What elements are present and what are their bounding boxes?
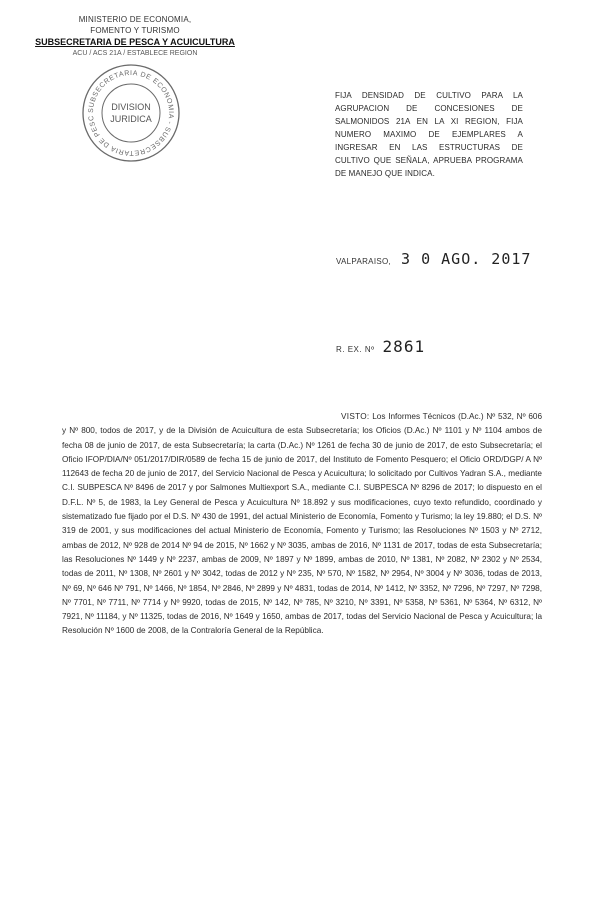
- stamp-center-line1: DIVISION: [111, 102, 151, 112]
- division-juridica-stamp: [80, 62, 182, 164]
- ministry-line: MINISTERIO DE ECONOMIA,: [78, 15, 192, 24]
- resolution-number: [336, 337, 425, 356]
- stamp-seal: [80, 62, 182, 164]
- visto-label: VISTO:: [341, 412, 370, 421]
- visto-paragraph: [62, 410, 542, 639]
- resolution-value: 2861: [382, 337, 426, 356]
- resolution-label: R. EX. Nº: [336, 345, 375, 354]
- visto-text: Los Informes Técnicos (D.Ac.) Nº 532, Nº 606 y Nº 800, todos de 2017, y de la División de Acuicultura de esta Subsecretaría; los Oficios (D.Ac.) Nº 1101 y Nº 1104 ambos de fecha 08 de junio de 2017, de esta Subsecretaría; la carta (D.Ac.) Nº 1261 de fecha 30 de junio de 2017, de esto Subsecretaría; el Oficio IFOP/DIA/Nº 051/2017/DIR/0589 de fecha 15 de junio de 2017, del Instituto de Fomento Pesquero; el Oficio ORD/DGP/ A Nº 112643 de fecha 20 de junio de 2017, del Servicio Nacional de Pesca y Acuicultura; lo solicitado por Cultivos Yadran S.A., mediante C.I. SUBPESCA Nº 8496 de 2017 y por Salmones Multiexport S.A., mediante C.I. SUBPESCA Nº 8296 de 2017; lo dispuesto en el D.F.L. Nº 5, de 1983, la Ley General de Pesca y Acuicultura Nº 18.892 y sus modificaciones, cuyo texto refundido, coordinado y sistematizado fue fijado por el D.S. Nº 430 de 1991, del actual Ministerio de Economía, Fomento y Turismo; la ley 19.880; el D.S. Nº 319 de 2001, y sus modificaciones del actual Ministerio de Economía, Fomento y Turismo; las Resoluciones Nº 1503 y Nº 2712, ambas de 2012, Nº 928 de 2014 Nº 94 de 2015, Nº 1662 y Nº 3035, ambas de 2016, Nº 1131 de 2017, todas de esta Subsecretaría; las Resoluciones Nº 1449 y Nº 2237, ambas de 2009, Nº 1897 y Nº 1899, ambas de 2010, Nº 1381, Nº 2082, Nº 2302 y Nº 2534, todas de 2011, Nº 1308, Nº 2601 y Nº 3042, todas de 2012 y Nº 235, Nº 570, Nº 1582, Nº 2954, Nº 3004 y Nº 3036, todas de 2013, Nº 69, Nº 646 Nº 791, Nº 1466, Nº 1854, Nº 2846, Nº 2899 y Nº 4831, todas de 2014, Nº 1412, Nº 3352, Nº 7296, Nº 7297, Nº 7298, Nº 7701, Nº 7711, Nº 7714 y Nº 9920, todas de 2015, Nº 142, Nº 785, Nº 3210, Nº 3391, Nº 5358, Nº 5361, Nº 5364, Nº 6312, Nº 7921, Nº 11184, y Nº 11325, todas de 2016, Nº 1649 y 1650, ambas de 2017, todas del Servicio Nacional de Pesca y Acuicultura; la Resolución Nº 1600 de 2008, de la Contraloría General de la República.: [62, 412, 542, 636]
- dateline-place: VALPARAISO,: [336, 257, 392, 266]
- resolution-title: FIJA DENSIDAD DE CULTIVO PARA LA AGRUPACION DE CONCESIONES DE SALMONIDOS 21A EN LA XI REGION, FIJA NUMERO MAXIMO DE EJEMPLARES A INGRESAR EN LAS ESTRUCTURAS DE CULTIVO QUE SEÑALA, APRUEBA PROGRAMA DE MANEJO QUE INDICA.: [335, 91, 523, 178]
- dateline: [336, 250, 531, 268]
- subsecretaria-line: SUBSECRETARIA DE PESCA Y ACUICULTURA: [35, 37, 235, 47]
- reference-line: ACU / ACS 21A / ESTABLECE REGION: [72, 50, 198, 57]
- institution-header: [30, 14, 240, 59]
- ministry-line-2: FOMENTO Y TURISMO: [90, 26, 180, 35]
- stamp-ring-text: SUBSECRETARIA DE ECONOMIA - SUBSECRETARIA DE PESC: [87, 69, 175, 157]
- dateline-date: 3 0 AGO. 2017: [401, 250, 532, 268]
- stamp-center-line2: JURIDICA: [110, 114, 152, 124]
